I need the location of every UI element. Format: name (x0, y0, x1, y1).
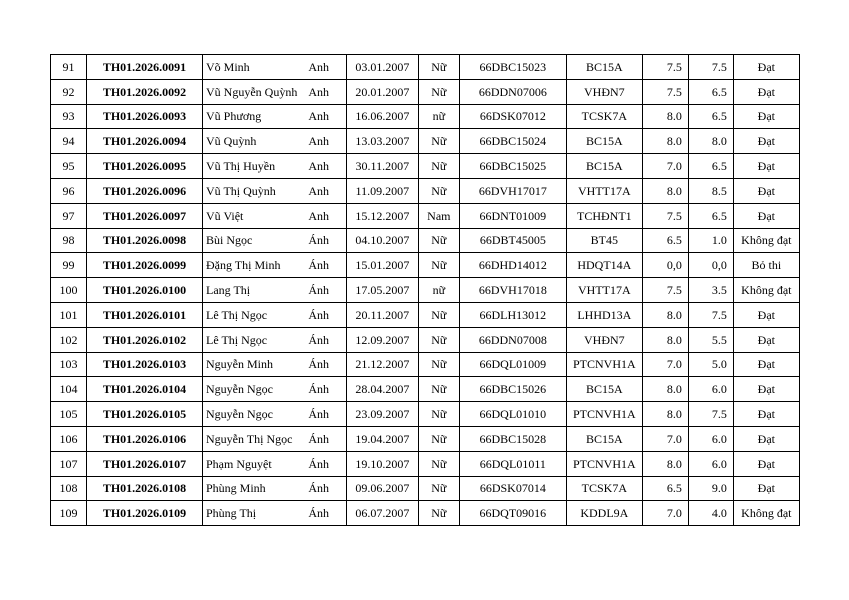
candidate-code-cell: TH01.2026.0100 (87, 278, 203, 303)
score-2-cell: 3.5 (688, 278, 733, 303)
date-of-birth-cell: 03.01.2007 (346, 55, 418, 80)
table-row (51, 377, 800, 402)
table-row (51, 178, 800, 203)
result-cell: Đạt (733, 402, 799, 427)
middle-name-cell: Nguyễn Thị Ngọc (203, 426, 301, 451)
middle-name-cell: Bùi Ngọc (203, 228, 301, 253)
candidate-code-cell: TH01.2026.0102 (87, 327, 203, 352)
table-row (51, 451, 800, 476)
student-id-cell: 66DNT01009 (459, 203, 566, 228)
score-1-cell: 7.5 (642, 278, 688, 303)
gender-cell: Nữ (418, 253, 459, 278)
score-1-cell: 8.0 (642, 451, 688, 476)
row-number-cell: 106 (51, 426, 87, 451)
gender-cell: Nữ (418, 178, 459, 203)
table-row (51, 278, 800, 303)
middle-name-cell: Nguyễn Ngọc (203, 402, 301, 427)
row-number-cell: 103 (51, 352, 87, 377)
class-code-cell: LHHD13A (566, 302, 642, 327)
table-row (51, 55, 800, 80)
row-number-cell: 98 (51, 228, 87, 253)
given-name-cell: Ánh (300, 352, 346, 377)
student-id-cell: 66DSK07012 (459, 104, 566, 129)
gender-cell: nữ (418, 278, 459, 303)
row-number-cell: 94 (51, 129, 87, 154)
date-of-birth-cell: 19.04.2007 (346, 426, 418, 451)
middle-name-cell: Vũ Việt (203, 203, 301, 228)
score-2-cell: 4.0 (688, 501, 733, 526)
student-id-cell: 66DDN07008 (459, 327, 566, 352)
student-id-cell: 66DQL01011 (459, 451, 566, 476)
date-of-birth-cell: 19.10.2007 (346, 451, 418, 476)
date-of-birth-cell: 09.06.2007 (346, 476, 418, 501)
table-row (51, 104, 800, 129)
given-name-cell: Ánh (300, 278, 346, 303)
middle-name-cell: Võ Minh (203, 55, 301, 80)
row-number-cell: 109 (51, 501, 87, 526)
gender-cell: Nữ (418, 501, 459, 526)
middle-name-cell: Nguyễn Minh (203, 352, 301, 377)
student-id-cell: 66DVH17018 (459, 278, 566, 303)
candidate-code-cell: TH01.2026.0096 (87, 178, 203, 203)
score-2-cell: 5.0 (688, 352, 733, 377)
class-code-cell: VHĐN7 (566, 327, 642, 352)
candidate-code-cell: TH01.2026.0097 (87, 203, 203, 228)
date-of-birth-cell: 20.01.2007 (346, 79, 418, 104)
score-2-cell: 7.5 (688, 402, 733, 427)
given-name-cell: Ánh (300, 377, 346, 402)
score-1-cell: 6.5 (642, 228, 688, 253)
table-row (51, 476, 800, 501)
table-row (51, 302, 800, 327)
score-1-cell: 7.5 (642, 55, 688, 80)
middle-name-cell: Nguyễn Ngọc (203, 377, 301, 402)
candidate-code-cell: TH01.2026.0091 (87, 55, 203, 80)
score-2-cell: 7.5 (688, 302, 733, 327)
score-1-cell: 8.0 (642, 129, 688, 154)
class-code-cell: TCSK7A (566, 104, 642, 129)
class-code-cell: BC15A (566, 129, 642, 154)
student-id-cell: 66DBT45005 (459, 228, 566, 253)
given-name-cell: Ánh (300, 327, 346, 352)
student-id-cell: 66DQT09016 (459, 501, 566, 526)
table-row (51, 426, 800, 451)
gender-cell: Nữ (418, 476, 459, 501)
middle-name-cell: Vũ Quỳnh (203, 129, 301, 154)
given-name-cell: Ánh (300, 228, 346, 253)
given-name-cell: Ánh (300, 302, 346, 327)
score-1-cell: 8.0 (642, 327, 688, 352)
row-number-cell: 92 (51, 79, 87, 104)
row-number-cell: 107 (51, 451, 87, 476)
gender-cell: Nữ (418, 352, 459, 377)
row-number-cell: 96 (51, 178, 87, 203)
score-2-cell: 0,0 (688, 253, 733, 278)
student-id-cell: 66DSK07014 (459, 476, 566, 501)
middle-name-cell: Vũ Thị Quỳnh (203, 178, 301, 203)
row-number-cell: 99 (51, 253, 87, 278)
candidate-code-cell: TH01.2026.0098 (87, 228, 203, 253)
candidate-code-cell: TH01.2026.0105 (87, 402, 203, 427)
table-row (51, 253, 800, 278)
result-cell: Đạt (733, 426, 799, 451)
score-1-cell: 7.0 (642, 154, 688, 179)
student-id-cell: 66DVH17017 (459, 178, 566, 203)
candidate-code-cell: TH01.2026.0107 (87, 451, 203, 476)
middle-name-cell: Lang Thị (203, 278, 301, 303)
middle-name-cell: Vũ Nguyễn Quỳnh (203, 79, 301, 104)
result-cell: Đạt (733, 129, 799, 154)
given-name-cell: Ánh (300, 476, 346, 501)
row-number-cell: 108 (51, 476, 87, 501)
result-cell: Không đạt (733, 501, 799, 526)
given-name-cell: Ánh (300, 402, 346, 427)
date-of-birth-cell: 15.12.2007 (346, 203, 418, 228)
table-row (51, 154, 800, 179)
candidate-code-cell: TH01.2026.0106 (87, 426, 203, 451)
result-cell: Không đạt (733, 228, 799, 253)
student-id-cell: 66DQL01010 (459, 402, 566, 427)
gender-cell: Nữ (418, 228, 459, 253)
result-cell: Đạt (733, 178, 799, 203)
table-row (51, 203, 800, 228)
given-name-cell: Ánh (300, 451, 346, 476)
middle-name-cell: Lê Thị Ngọc (203, 302, 301, 327)
result-cell: Bỏ thi (733, 253, 799, 278)
table-row (51, 79, 800, 104)
table-row (51, 228, 800, 253)
score-1-cell: 6.5 (642, 476, 688, 501)
middle-name-cell: Vũ Phương (203, 104, 301, 129)
table-row (51, 501, 800, 526)
gender-cell: Nam (418, 203, 459, 228)
date-of-birth-cell: 12.09.2007 (346, 327, 418, 352)
date-of-birth-cell: 16.06.2007 (346, 104, 418, 129)
middle-name-cell: Phùng Minh (203, 476, 301, 501)
candidate-code-cell: TH01.2026.0109 (87, 501, 203, 526)
student-id-cell: 66DBC15026 (459, 377, 566, 402)
result-cell: Đạt (733, 104, 799, 129)
gender-cell: nữ (418, 104, 459, 129)
score-2-cell: 6.0 (688, 451, 733, 476)
result-cell: Đạt (733, 377, 799, 402)
gender-cell: Nữ (418, 327, 459, 352)
date-of-birth-cell: 06.07.2007 (346, 501, 418, 526)
candidate-code-cell: TH01.2026.0108 (87, 476, 203, 501)
result-cell: Đạt (733, 451, 799, 476)
class-code-cell: BC15A (566, 154, 642, 179)
candidate-code-cell: TH01.2026.0092 (87, 79, 203, 104)
candidate-code-cell: TH01.2026.0104 (87, 377, 203, 402)
gender-cell: Nữ (418, 402, 459, 427)
row-number-cell: 95 (51, 154, 87, 179)
table-row (51, 352, 800, 377)
date-of-birth-cell: 30.11.2007 (346, 154, 418, 179)
middle-name-cell: Đặng Thị Minh (203, 253, 301, 278)
candidate-code-cell: TH01.2026.0099 (87, 253, 203, 278)
class-code-cell: VHTT17A (566, 278, 642, 303)
result-cell: Đạt (733, 327, 799, 352)
score-2-cell: 8.5 (688, 178, 733, 203)
row-number-cell: 101 (51, 302, 87, 327)
score-1-cell: 8.0 (642, 402, 688, 427)
row-number-cell: 97 (51, 203, 87, 228)
gender-cell: Nữ (418, 154, 459, 179)
given-name-cell: Anh (300, 129, 346, 154)
student-id-cell: 66DQL01009 (459, 352, 566, 377)
score-2-cell: 6.5 (688, 104, 733, 129)
row-number-cell: 91 (51, 55, 87, 80)
date-of-birth-cell: 23.09.2007 (346, 402, 418, 427)
middle-name-cell: Lê Thị Ngọc (203, 327, 301, 352)
row-number-cell: 100 (51, 278, 87, 303)
date-of-birth-cell: 15.01.2007 (346, 253, 418, 278)
date-of-birth-cell: 21.12.2007 (346, 352, 418, 377)
class-code-cell: BC15A (566, 55, 642, 80)
row-number-cell: 105 (51, 402, 87, 427)
class-code-cell: KDDL9A (566, 501, 642, 526)
student-id-cell: 66DBC15025 (459, 154, 566, 179)
result-cell: Đạt (733, 203, 799, 228)
result-cell: Đạt (733, 302, 799, 327)
date-of-birth-cell: 11.09.2007 (346, 178, 418, 203)
gender-cell: Nữ (418, 55, 459, 80)
class-code-cell: PTCNVH1A (566, 402, 642, 427)
score-1-cell: 7.0 (642, 352, 688, 377)
score-1-cell: 7.5 (642, 203, 688, 228)
given-name-cell: Anh (300, 154, 346, 179)
class-code-cell: BC15A (566, 426, 642, 451)
result-cell: Đạt (733, 55, 799, 80)
table-row (51, 129, 800, 154)
class-code-cell: VHĐN7 (566, 79, 642, 104)
class-code-cell: PTCNVH1A (566, 352, 642, 377)
row-number-cell: 93 (51, 104, 87, 129)
student-results-table (50, 54, 800, 526)
table-row (51, 402, 800, 427)
gender-cell: Nữ (418, 79, 459, 104)
gender-cell: Nữ (418, 377, 459, 402)
class-code-cell: TCSK7A (566, 476, 642, 501)
student-id-cell: 66DLH13012 (459, 302, 566, 327)
row-number-cell: 104 (51, 377, 87, 402)
date-of-birth-cell: 20.11.2007 (346, 302, 418, 327)
score-2-cell: 8.0 (688, 129, 733, 154)
class-code-cell: BC15A (566, 377, 642, 402)
score-2-cell: 6.0 (688, 377, 733, 402)
score-2-cell: 6.5 (688, 154, 733, 179)
result-cell: Đạt (733, 352, 799, 377)
row-number-cell: 102 (51, 327, 87, 352)
score-1-cell: 8.0 (642, 377, 688, 402)
given-name-cell: Anh (300, 55, 346, 80)
score-2-cell: 1.0 (688, 228, 733, 253)
score-1-cell: 0,0 (642, 253, 688, 278)
class-code-cell: TCHĐNT1 (566, 203, 642, 228)
given-name-cell: Anh (300, 178, 346, 203)
result-cell: Không đạt (733, 278, 799, 303)
student-id-cell: 66DBC15023 (459, 55, 566, 80)
score-1-cell: 7.5 (642, 79, 688, 104)
student-id-cell: 66DBC15024 (459, 129, 566, 154)
middle-name-cell: Phùng Thị (203, 501, 301, 526)
class-code-cell: BT45 (566, 228, 642, 253)
date-of-birth-cell: 13.03.2007 (346, 129, 418, 154)
middle-name-cell: Vũ Thị Huyền (203, 154, 301, 179)
candidate-code-cell: TH01.2026.0095 (87, 154, 203, 179)
result-cell: Đạt (733, 476, 799, 501)
score-2-cell: 6.0 (688, 426, 733, 451)
class-code-cell: VHTT17A (566, 178, 642, 203)
gender-cell: Nữ (418, 302, 459, 327)
given-name-cell: Anh (300, 203, 346, 228)
score-1-cell: 8.0 (642, 104, 688, 129)
given-name-cell: Anh (300, 79, 346, 104)
candidate-code-cell: TH01.2026.0093 (87, 104, 203, 129)
middle-name-cell: Phạm Nguyệt (203, 451, 301, 476)
score-2-cell: 5.5 (688, 327, 733, 352)
class-code-cell: HDQT14A (566, 253, 642, 278)
given-name-cell: Ánh (300, 253, 346, 278)
candidate-code-cell: TH01.2026.0103 (87, 352, 203, 377)
score-1-cell: 7.0 (642, 501, 688, 526)
candidate-code-cell: TH01.2026.0101 (87, 302, 203, 327)
score-2-cell: 6.5 (688, 79, 733, 104)
gender-cell: Nữ (418, 129, 459, 154)
result-cell: Đạt (733, 79, 799, 104)
class-code-cell: PTCNVH1A (566, 451, 642, 476)
date-of-birth-cell: 28.04.2007 (346, 377, 418, 402)
gender-cell: Nữ (418, 426, 459, 451)
student-id-cell: 66DDN07006 (459, 79, 566, 104)
candidate-code-cell: TH01.2026.0094 (87, 129, 203, 154)
given-name-cell: Ánh (300, 501, 346, 526)
result-cell: Đạt (733, 154, 799, 179)
date-of-birth-cell: 04.10.2007 (346, 228, 418, 253)
score-2-cell: 6.5 (688, 203, 733, 228)
score-1-cell: 8.0 (642, 178, 688, 203)
table-row (51, 327, 800, 352)
score-1-cell: 7.0 (642, 426, 688, 451)
score-1-cell: 8.0 (642, 302, 688, 327)
score-2-cell: 7.5 (688, 55, 733, 80)
gender-cell: Nữ (418, 451, 459, 476)
student-id-cell: 66DHD14012 (459, 253, 566, 278)
student-id-cell: 66DBC15028 (459, 426, 566, 451)
score-2-cell: 9.0 (688, 476, 733, 501)
given-name-cell: Anh (300, 104, 346, 129)
date-of-birth-cell: 17.05.2007 (346, 278, 418, 303)
given-name-cell: Ánh (300, 426, 346, 451)
